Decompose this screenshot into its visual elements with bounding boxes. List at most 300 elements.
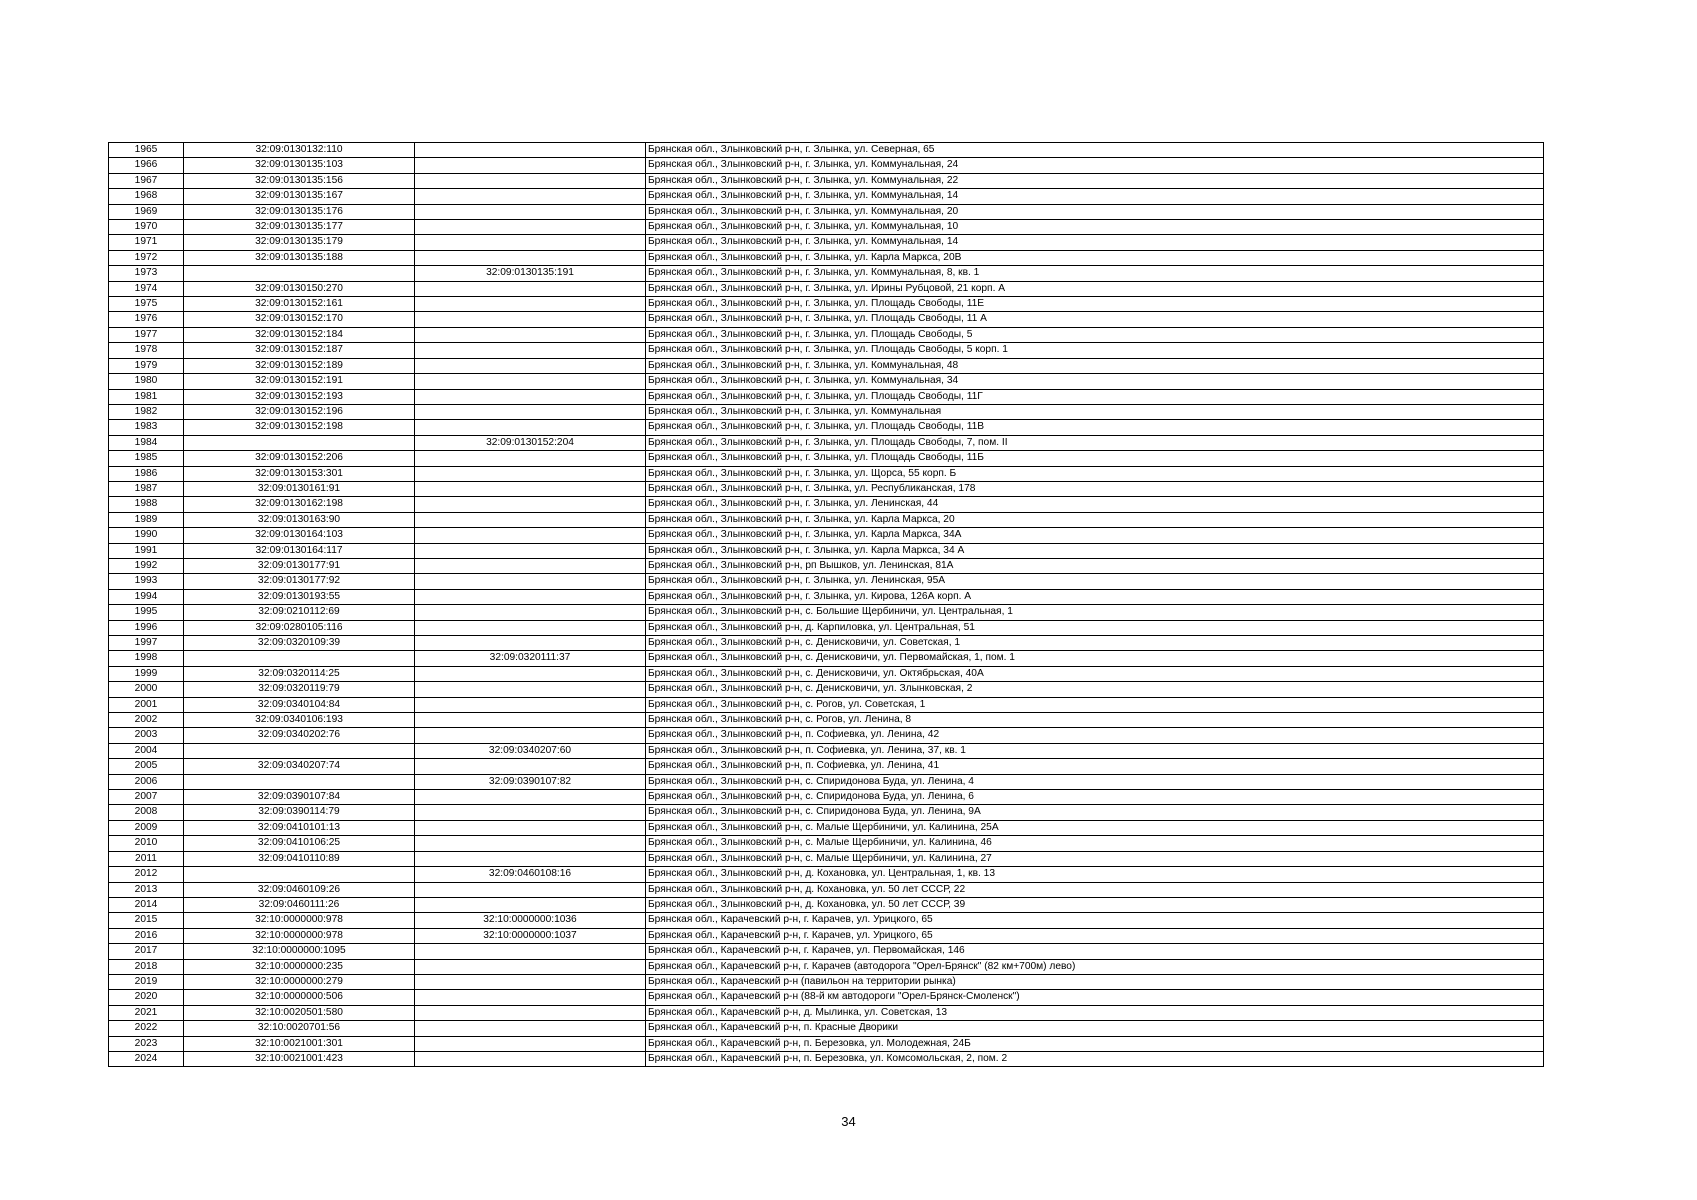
cadastral-number-cell: 32:09:0130135:188 [184, 250, 415, 265]
premises-cadastral-number-cell [415, 404, 646, 419]
address-cell: Брянская обл., Злынковский р-н, г. Злынка, ул. Карла Маркса, 34А [646, 528, 1544, 543]
cadastral-number-cell: 32:09:0320119:79 [184, 682, 415, 697]
row-number-cell: 2021 [109, 1005, 184, 1020]
cadastral-number-cell: 32:09:0320109:39 [184, 636, 415, 651]
premises-cadastral-number-cell [415, 851, 646, 866]
address-cell: Брянская обл., Злынковский р-н, г. Злынка, ул. Площадь Свободы, 11 А [646, 312, 1544, 327]
premises-cadastral-number-cell: 32:09:0130135:191 [415, 266, 646, 281]
address-cell: Брянская обл., Злынковский р-н, п. Софиевка, ул. Ленина, 41 [646, 759, 1544, 774]
premises-cadastral-number-cell [415, 697, 646, 712]
address-cell: Брянская обл., Злынковский р-н, г. Злынка, ул. Северная, 65 [646, 143, 1544, 158]
row-number-cell: 2013 [109, 882, 184, 897]
address-cell: Брянская обл., Злынковский р-н, с. Большие Щербиничи, ул. Центральная, 1 [646, 605, 1544, 620]
table-row [109, 697, 1544, 712]
address-cell: Брянская обл., Злынковский р-н, г. Злынка, ул. Коммунальная, 10 [646, 220, 1544, 235]
cadastral-number-cell: 32:10:0000000:506 [184, 990, 415, 1005]
address-cell: Брянская обл., Злынковский р-н, г. Злынка, ул. Коммунальная, 8, кв. 1 [646, 266, 1544, 281]
table-row [109, 420, 1544, 435]
premises-cadastral-number-cell [415, 959, 646, 974]
row-number-cell: 2012 [109, 867, 184, 882]
row-number-cell: 2001 [109, 697, 184, 712]
table-row [109, 158, 1544, 173]
table-row [109, 143, 1544, 158]
cadastral-number-cell [184, 266, 415, 281]
table-row [109, 666, 1544, 681]
table-row [109, 836, 1544, 851]
cadastral-number-cell: 32:09:0460111:26 [184, 897, 415, 912]
cadastral-number-cell: 32:09:0130132:110 [184, 143, 415, 158]
premises-cadastral-number-cell [415, 327, 646, 342]
table-row [109, 466, 1544, 481]
premises-cadastral-number-cell [415, 297, 646, 312]
table-row [109, 1036, 1544, 1051]
premises-cadastral-number-cell [415, 666, 646, 681]
premises-cadastral-number-cell [415, 589, 646, 604]
cadastral-number-cell: 32:09:0130177:92 [184, 574, 415, 589]
address-cell: Брянская обл., Злынковский р-н, г. Злынка, ул. Площадь Свободы, 11Е [646, 297, 1544, 312]
row-number-cell: 2009 [109, 820, 184, 835]
premises-cadastral-number-cell [415, 759, 646, 774]
cadastral-number-cell: 32:09:0210112:69 [184, 605, 415, 620]
row-number-cell: 1968 [109, 189, 184, 204]
row-number-cell: 1982 [109, 404, 184, 419]
address-cell: Брянская обл., Злынковский р-н, г. Злынка, ул. Карла Маркса, 20В [646, 250, 1544, 265]
row-number-cell: 1965 [109, 143, 184, 158]
address-cell: Брянская обл., Злынковский р-н, п. Софиевка, ул. Ленина, 37, кв. 1 [646, 743, 1544, 758]
premises-cadastral-number-cell [415, 250, 646, 265]
table-row [109, 312, 1544, 327]
row-number-cell: 2010 [109, 836, 184, 851]
address-cell: Брянская обл., Злынковский р-н, с. Денисковичи, ул. Октябрьская, 40А [646, 666, 1544, 681]
row-number-cell: 1981 [109, 389, 184, 404]
address-cell: Брянская обл., Злынковский р-н, с. Денисковичи, ул. Злынковская, 2 [646, 682, 1544, 697]
row-number-cell: 1979 [109, 358, 184, 373]
cadastral-number-cell: 32:09:0130152:206 [184, 451, 415, 466]
row-number-cell: 1990 [109, 528, 184, 543]
cadastral-number-cell: 32:09:0130135:103 [184, 158, 415, 173]
address-cell: Брянская обл., Злынковский р-н, д. Кохановка, ул. 50 лет СССР, 39 [646, 897, 1544, 912]
address-cell: Брянская обл., Злынковский р-н, г. Злынка, ул. Коммунальная, 14 [646, 189, 1544, 204]
premises-cadastral-number-cell: 32:10:0000000:1036 [415, 913, 646, 928]
row-number-cell: 1976 [109, 312, 184, 327]
table-row [109, 913, 1544, 928]
cadastral-number-cell: 32:09:0390114:79 [184, 805, 415, 820]
cadastral-number-cell: 32:09:0410106:25 [184, 836, 415, 851]
cadastral-number-cell: 32:09:0130135:156 [184, 173, 415, 188]
address-cell: Брянская обл., Карачевский р-н (павильон на территории рынка) [646, 974, 1544, 989]
table-row [109, 897, 1544, 912]
table-row [109, 435, 1544, 450]
address-cell: Брянская обл., Злынковский р-н, д. Карпиловка, ул. Центральная, 51 [646, 620, 1544, 635]
address-cell: Брянская обл., Злынковский р-н, с. Спиридонова Буда, ул. Ленина, 4 [646, 774, 1544, 789]
row-number-cell: 2020 [109, 990, 184, 1005]
table-row [109, 959, 1544, 974]
cadastral-number-cell: 32:09:0340106:193 [184, 713, 415, 728]
premises-cadastral-number-cell [415, 389, 646, 404]
cadastral-number-cell: 32:09:0390107:84 [184, 790, 415, 805]
table-row [109, 1021, 1544, 1036]
address-cell: Брянская обл., Злынковский р-н, г. Злынка, ул. Коммунальная [646, 404, 1544, 419]
premises-cadastral-number-cell [415, 158, 646, 173]
address-cell: Брянская обл., Злынковский р-н, д. Кохановка, ул. Центральная, 1, кв. 13 [646, 867, 1544, 882]
row-number-cell: 1989 [109, 512, 184, 527]
premises-cadastral-number-cell [415, 605, 646, 620]
table-row [109, 250, 1544, 265]
table-row [109, 974, 1544, 989]
row-number-cell: 1970 [109, 220, 184, 235]
table-row [109, 451, 1544, 466]
address-cell: Брянская обл., Карачевский р-н, д. Мылинка, ул. Советская, 13 [646, 1005, 1544, 1020]
table-row [109, 944, 1544, 959]
table-row [109, 327, 1544, 342]
row-number-cell: 1972 [109, 250, 184, 265]
row-number-cell: 1969 [109, 204, 184, 219]
address-cell: Брянская обл., Злынковский р-н, г. Злынка, ул. Ленинская, 44 [646, 497, 1544, 512]
row-number-cell: 2007 [109, 790, 184, 805]
address-cell: Брянская обл., Злынковский р-н, с. Рогов, ул. Советская, 1 [646, 697, 1544, 712]
row-number-cell: 2006 [109, 774, 184, 789]
cadastral-number-cell: 32:09:0130152:198 [184, 420, 415, 435]
cadastral-number-cell: 32:10:0021001:423 [184, 1051, 415, 1066]
premises-cadastral-number-cell [415, 974, 646, 989]
cadastral-number-cell [184, 651, 415, 666]
premises-cadastral-number-cell [415, 836, 646, 851]
cadastral-number-cell: 32:10:0000000:978 [184, 928, 415, 943]
cadastral-number-cell: 32:09:0130193:55 [184, 589, 415, 604]
address-cell: Брянская обл., Злынковский р-н, с. Малые Щербиничи, ул. Калинина, 25А [646, 820, 1544, 835]
premises-cadastral-number-cell [415, 805, 646, 820]
row-number-cell: 1977 [109, 327, 184, 342]
premises-cadastral-number-cell [415, 944, 646, 959]
table-row [109, 281, 1544, 296]
row-number-cell: 2003 [109, 728, 184, 743]
table-row [109, 189, 1544, 204]
cadastral-number-cell: 32:10:0020501:580 [184, 1005, 415, 1020]
cadastral-number-cell [184, 435, 415, 450]
registry-table [108, 142, 1544, 1067]
premises-cadastral-number-cell [415, 897, 646, 912]
row-number-cell: 1967 [109, 173, 184, 188]
cadastral-number-cell: 32:09:0130152:196 [184, 404, 415, 419]
row-number-cell: 1973 [109, 266, 184, 281]
table-row [109, 928, 1544, 943]
cadastral-number-cell: 32:09:0130152:161 [184, 297, 415, 312]
row-number-cell: 1993 [109, 574, 184, 589]
address-cell: Брянская обл., Карачевский р-н, п. Березовка, ул. Молодежная, 24Б [646, 1036, 1544, 1051]
table-row [109, 1051, 1544, 1066]
address-cell: Брянская обл., Злынковский р-н, с. Рогов, ул. Ленина, 8 [646, 713, 1544, 728]
address-cell: Брянская обл., Карачевский р-н, г. Карачев (автодорога "Орел-Брянск" (82 км+700м) лево) [646, 959, 1544, 974]
cadastral-number-cell: 32:09:0410110:89 [184, 851, 415, 866]
premises-cadastral-number-cell: 32:09:0460108:16 [415, 867, 646, 882]
cadastral-number-cell: 32:09:0130177:91 [184, 558, 415, 573]
table-row [109, 620, 1544, 635]
address-cell: Брянская обл., Злынковский р-н, с. Спиридонова Буда, ул. Ленина, 6 [646, 790, 1544, 805]
premises-cadastral-number-cell [415, 481, 646, 496]
table-row [109, 589, 1544, 604]
cadastral-number-cell [184, 867, 415, 882]
premises-cadastral-number-cell [415, 497, 646, 512]
table-row [109, 1005, 1544, 1020]
row-number-cell: 2016 [109, 928, 184, 943]
table-row [109, 528, 1544, 543]
row-number-cell: 2014 [109, 897, 184, 912]
row-number-cell: 2005 [109, 759, 184, 774]
premises-cadastral-number-cell [415, 558, 646, 573]
address-cell: Брянская обл., Злынковский р-н, с. Малые Щербиничи, ул. Калинина, 27 [646, 851, 1544, 866]
address-cell: Брянская обл., Злынковский р-н, г. Злынка, ул. Площадь Свободы, 5 [646, 327, 1544, 342]
row-number-cell: 1997 [109, 636, 184, 651]
premises-cadastral-number-cell [415, 189, 646, 204]
table-row [109, 713, 1544, 728]
premises-cadastral-number-cell [415, 790, 646, 805]
address-cell: Брянская обл., Злынковский р-н, д. Кохановка, ул. 50 лет СССР, 22 [646, 882, 1544, 897]
table-row [109, 728, 1544, 743]
table-row [109, 220, 1544, 235]
premises-cadastral-number-cell: 32:09:0130152:204 [415, 435, 646, 450]
premises-cadastral-number-cell [415, 312, 646, 327]
cadastral-number-cell: 32:09:0410101:13 [184, 820, 415, 835]
row-number-cell: 1991 [109, 543, 184, 558]
table-row [109, 605, 1544, 620]
table-row [109, 343, 1544, 358]
premises-cadastral-number-cell [415, 451, 646, 466]
address-cell: Брянская обл., Карачевский р-н, г. Карачев, ул. Первомайская, 146 [646, 944, 1544, 959]
registry-table-body [109, 143, 1544, 1067]
premises-cadastral-number-cell [415, 728, 646, 743]
address-cell: Брянская обл., Злынковский р-н, г. Злынка, ул. Площадь Свободы, 11Б [646, 451, 1544, 466]
table-row [109, 374, 1544, 389]
cadastral-number-cell: 32:09:0340207:74 [184, 759, 415, 774]
address-cell: Брянская обл., Злынковский р-н, г. Злынка, ул. Площадь Свободы, 5 корп. 1 [646, 343, 1544, 358]
row-number-cell: 1980 [109, 374, 184, 389]
premises-cadastral-number-cell [415, 620, 646, 635]
table-row [109, 481, 1544, 496]
premises-cadastral-number-cell: 32:09:0340207:60 [415, 743, 646, 758]
premises-cadastral-number-cell: 32:09:0320111:37 [415, 651, 646, 666]
address-cell: Брянская обл., Злынковский р-н, г. Злынка, ул. Площадь Свободы, 7, пом. II [646, 435, 1544, 450]
table-row [109, 790, 1544, 805]
address-cell: Брянская обл., Злынковский р-н, г. Злынка, ул. Коммунальная, 24 [646, 158, 1544, 173]
cadastral-number-cell: 32:09:0280105:116 [184, 620, 415, 635]
address-cell: Брянская обл., Карачевский р-н, г. Карачев, ул. Урицкого, 65 [646, 928, 1544, 943]
premises-cadastral-number-cell [415, 374, 646, 389]
address-cell: Брянская обл., Карачевский р-н, п. Красные Дворики [646, 1021, 1544, 1036]
table-row [109, 358, 1544, 373]
table-row [109, 867, 1544, 882]
address-cell: Брянская обл., Злынковский р-н, г. Злынка, ул. Щорса, 55 корп. Б [646, 466, 1544, 481]
cadastral-number-cell: 32:09:0130152:187 [184, 343, 415, 358]
cadastral-number-cell: 32:09:0460109:26 [184, 882, 415, 897]
cadastral-number-cell: 32:10:0000000:279 [184, 974, 415, 989]
address-cell: Брянская обл., Злынковский р-н, г. Злынка, ул. Республиканская, 178 [646, 481, 1544, 496]
row-number-cell: 2018 [109, 959, 184, 974]
address-cell: Брянская обл., Злынковский р-н, г. Злынка, ул. Коммунальная, 14 [646, 235, 1544, 250]
row-number-cell: 1971 [109, 235, 184, 250]
row-number-cell: 1994 [109, 589, 184, 604]
cadastral-number-cell [184, 774, 415, 789]
row-number-cell: 1983 [109, 420, 184, 435]
table-row [109, 651, 1544, 666]
row-number-cell: 1987 [109, 481, 184, 496]
row-number-cell: 2004 [109, 743, 184, 758]
row-number-cell: 1986 [109, 466, 184, 481]
cadastral-number-cell: 32:09:0130152:191 [184, 374, 415, 389]
premises-cadastral-number-cell [415, 1005, 646, 1020]
row-number-cell: 2017 [109, 944, 184, 959]
cadastral-number-cell: 32:09:0130152:193 [184, 389, 415, 404]
cadastral-number-cell: 32:09:0340104:84 [184, 697, 415, 712]
premises-cadastral-number-cell [415, 220, 646, 235]
cadastral-number-cell: 32:09:0130152:184 [184, 327, 415, 342]
row-number-cell: 2011 [109, 851, 184, 866]
cadastral-number-cell [184, 743, 415, 758]
cadastral-number-cell: 32:09:0130164:103 [184, 528, 415, 543]
premises-cadastral-number-cell [415, 1021, 646, 1036]
premises-cadastral-number-cell [415, 574, 646, 589]
row-number-cell: 1999 [109, 666, 184, 681]
address-cell: Брянская обл., Злынковский р-н, г. Злынка, ул. Площадь Свободы, 11Г [646, 389, 1544, 404]
address-cell: Брянская обл., Злынковский р-н, г. Злынка, ул. Ленинская, 95А [646, 574, 1544, 589]
premises-cadastral-number-cell [415, 235, 646, 250]
row-number-cell: 2023 [109, 1036, 184, 1051]
cadastral-number-cell: 32:09:0130135:167 [184, 189, 415, 204]
cadastral-number-cell: 32:09:0130135:179 [184, 235, 415, 250]
address-cell: Брянская обл., Злынковский р-н, п. Софиевка, ул. Ленина, 42 [646, 728, 1544, 743]
address-cell: Брянская обл., Злынковский р-н, с. Денисковичи, ул. Советская, 1 [646, 636, 1544, 651]
address-cell: Брянская обл., Злынковский р-н, рп Вышков, ул. Ленинская, 81А [646, 558, 1544, 573]
row-number-cell: 2022 [109, 1021, 184, 1036]
premises-cadastral-number-cell [415, 636, 646, 651]
row-number-cell: 1966 [109, 158, 184, 173]
premises-cadastral-number-cell [415, 358, 646, 373]
cadastral-number-cell: 32:09:0320114:25 [184, 666, 415, 681]
table-row [109, 389, 1544, 404]
table-row [109, 512, 1544, 527]
address-cell: Брянская обл., Злынковский р-н, г. Злынка, ул. Кирова, 126А корп. А [646, 589, 1544, 604]
premises-cadastral-number-cell [415, 466, 646, 481]
cadastral-number-cell: 32:09:0130162:198 [184, 497, 415, 512]
address-cell: Брянская обл., Карачевский р-н, п. Березовка, ул. Комсомольская, 2, пом. 2 [646, 1051, 1544, 1066]
row-number-cell: 2015 [109, 913, 184, 928]
table-row [109, 743, 1544, 758]
address-cell: Брянская обл., Злынковский р-н, г. Злынка, ул. Площадь Свободы, 11В [646, 420, 1544, 435]
address-cell: Брянская обл., Злынковский р-н, с. Малые Щербиничи, ул. Калинина, 46 [646, 836, 1544, 851]
premises-cadastral-number-cell [415, 528, 646, 543]
address-cell: Брянская обл., Карачевский р-н, г. Карачев, ул. Урицкого, 65 [646, 913, 1544, 928]
address-cell: Брянская обл., Злынковский р-н, г. Злынка, ул. Карла Маркса, 34 А [646, 543, 1544, 558]
row-number-cell: 1998 [109, 651, 184, 666]
address-cell: Брянская обл., Злынковский р-н, с. Денисковичи, ул. Первомайская, 1, пом. 1 [646, 651, 1544, 666]
address-cell: Брянская обл., Злынковский р-н, г. Злынка, ул. Коммунальная, 48 [646, 358, 1544, 373]
table-row [109, 574, 1544, 589]
row-number-cell: 1974 [109, 281, 184, 296]
premises-cadastral-number-cell [415, 281, 646, 296]
row-number-cell: 1975 [109, 297, 184, 312]
page-number: 34 [841, 1114, 856, 1129]
premises-cadastral-number-cell [415, 204, 646, 219]
table-row [109, 805, 1544, 820]
premises-cadastral-number-cell [415, 173, 646, 188]
row-number-cell: 1978 [109, 343, 184, 358]
cadastral-number-cell: 32:09:0130153:301 [184, 466, 415, 481]
table-row [109, 882, 1544, 897]
address-cell: Брянская обл., Злынковский р-н, г. Злынка, ул. Коммунальная, 22 [646, 173, 1544, 188]
premises-cadastral-number-cell [415, 820, 646, 835]
address-cell: Брянская обл., Злынковский р-н, г. Злынка, ул. Коммунальная, 34 [646, 374, 1544, 389]
cadastral-number-cell: 32:10:0020701:56 [184, 1021, 415, 1036]
premises-cadastral-number-cell [415, 343, 646, 358]
row-number-cell: 1992 [109, 558, 184, 573]
row-number-cell: 2000 [109, 682, 184, 697]
premises-cadastral-number-cell [415, 1051, 646, 1066]
table-row [109, 636, 1544, 651]
row-number-cell: 2019 [109, 974, 184, 989]
premises-cadastral-number-cell [415, 512, 646, 527]
table-row [109, 173, 1544, 188]
premises-cadastral-number-cell [415, 990, 646, 1005]
table-row [109, 990, 1544, 1005]
row-number-cell: 2002 [109, 713, 184, 728]
address-cell: Брянская обл., Злынковский р-н, с. Спиридонова Буда, ул. Ленина, 9А [646, 805, 1544, 820]
row-number-cell: 1988 [109, 497, 184, 512]
cadastral-number-cell: 32:09:0130150:270 [184, 281, 415, 296]
row-number-cell: 1995 [109, 605, 184, 620]
cadastral-number-cell: 32:09:0130161:91 [184, 481, 415, 496]
table-row [109, 774, 1544, 789]
cadastral-number-cell: 32:10:0000000:1095 [184, 944, 415, 959]
cadastral-number-cell: 32:09:0130164:117 [184, 543, 415, 558]
premises-cadastral-number-cell [415, 143, 646, 158]
address-cell: Брянская обл., Злынковский р-н, г. Злынка, ул. Ирины Рубцовой, 21 корп. А [646, 281, 1544, 296]
premises-cadastral-number-cell: 32:10:0000000:1037 [415, 928, 646, 943]
premises-cadastral-number-cell [415, 543, 646, 558]
table-row [109, 851, 1544, 866]
row-number-cell: 1996 [109, 620, 184, 635]
cadastral-number-cell: 32:10:0000000:235 [184, 959, 415, 974]
premises-cadastral-number-cell: 32:09:0390107:82 [415, 774, 646, 789]
address-cell: Брянская обл., Злынковский р-н, г. Злынка, ул. Карла Маркса, 20 [646, 512, 1544, 527]
table-row [109, 759, 1544, 774]
premises-cadastral-number-cell [415, 682, 646, 697]
row-number-cell: 1985 [109, 451, 184, 466]
table-row [109, 266, 1544, 281]
cadastral-number-cell: 32:09:0130135:176 [184, 204, 415, 219]
row-number-cell: 2024 [109, 1051, 184, 1066]
premises-cadastral-number-cell [415, 420, 646, 435]
premises-cadastral-number-cell [415, 713, 646, 728]
table-row [109, 497, 1544, 512]
cadastral-number-cell: 32:09:0130152:170 [184, 312, 415, 327]
table-row [109, 404, 1544, 419]
table-row [109, 682, 1544, 697]
table-row [109, 297, 1544, 312]
cadastral-number-cell: 32:09:0130152:189 [184, 358, 415, 373]
table-row [109, 820, 1544, 835]
cadastral-number-cell: 32:09:0340202:76 [184, 728, 415, 743]
table-row [109, 235, 1544, 250]
cadastral-number-cell: 32:09:0130135:177 [184, 220, 415, 235]
cadastral-number-cell: 32:10:0021001:301 [184, 1036, 415, 1051]
table-row [109, 558, 1544, 573]
table-row [109, 543, 1544, 558]
address-cell: Брянская обл., Злынковский р-н, г. Злынка, ул. Коммунальная, 20 [646, 204, 1544, 219]
address-cell: Брянская обл., Карачевский р-н (88-й км автодороги "Орел-Брянск-Смоленск") [646, 990, 1544, 1005]
cadastral-number-cell: 32:10:0000000:978 [184, 913, 415, 928]
row-number-cell: 1984 [109, 435, 184, 450]
table-row [109, 204, 1544, 219]
row-number-cell: 2008 [109, 805, 184, 820]
